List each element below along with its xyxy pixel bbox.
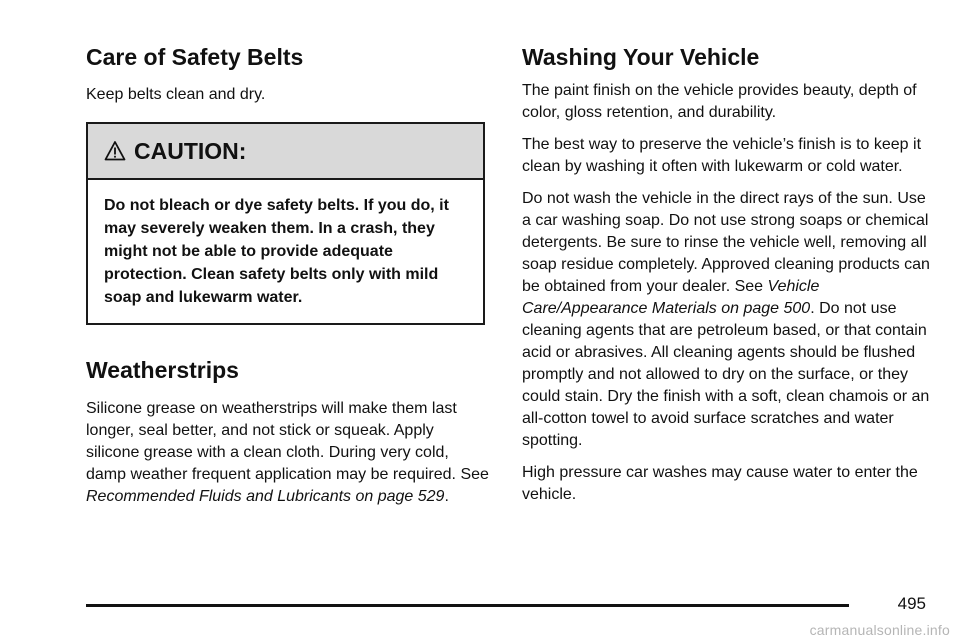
- washing-paragraph-3-pre: Do not wash the vehicle in the direct rays of the sun. Use a car washing soap. Do not use strong soaps or chemical detergents. Be sure to rinse the vehicle well, removing all soap residue completely. Approved cleaning products can be obtained from your dealer. See: [522, 190, 930, 296]
- care-heading: Care of Safety Belts: [86, 44, 304, 70]
- weatherstrips-text-post: .: [444, 487, 449, 505]
- caution-body: [88, 180, 483, 323]
- caution-box: [86, 122, 485, 325]
- caution-text: Do not bleach or dye safety belts. If you do, it may severely weaken them. In a crash, they might not be able to provide adequate protection. Clean safety belts only with mild soap and lukewarm water.: [104, 197, 449, 307]
- footer-rule: [86, 604, 849, 607]
- caution-header: [88, 124, 483, 180]
- weatherstrips-text: [86, 398, 490, 508]
- right-column: [522, 40, 934, 506]
- weatherstrips-heading: Weatherstrips: [86, 357, 239, 384]
- left-column: [86, 40, 490, 508]
- care-materials-page-reference: Vehicle Care/Appearance Materials on page 500: [522, 278, 820, 318]
- washing-paragraph-4: High pressure car washes may cause water to enter the vehicle.: [522, 464, 918, 504]
- washing-paragraph-1: The paint finish on the vehicle provides beauty, depth of color, gloss retention, and durability.: [522, 82, 917, 122]
- warning-triangle-icon: [104, 140, 126, 162]
- caution-title: CAUTION:: [134, 137, 247, 164]
- care-text: Keep belts clean and dry.: [86, 86, 266, 104]
- watermark: carmanualsonline.info: [809, 622, 950, 638]
- page-number: 495: [897, 594, 926, 613]
- washing-paragraph-2: The best way to preserve the vehicle’s finish is to keep it clean by washing it often with lukewarm or cold water.: [522, 136, 922, 176]
- washing-heading: Washing Your Vehicle: [522, 44, 760, 70]
- washing-paragraph-3: [522, 188, 934, 452]
- fluids-page-reference: Recommended Fluids and Lubricants on page 529: [86, 487, 445, 505]
- washing-paragraph-3-post: . Do not use cleaning agents that are petroleum based, or that contain acid or abrasives. All cleaning agents should be flushed promptly and not allowed to dry on the surface, or they could stain. Dry the finish with a soft, clean chamois or an all-cotton towel to avoid surface scratches and water spotting.: [522, 300, 930, 450]
- weatherstrips-text-pre: Silicone grease on weatherstrips will make them last longer, seal better, and not stick or squeak. Apply silicone grease with a clean cloth. During very cold, damp weather frequent application may be required. See: [86, 399, 489, 483]
